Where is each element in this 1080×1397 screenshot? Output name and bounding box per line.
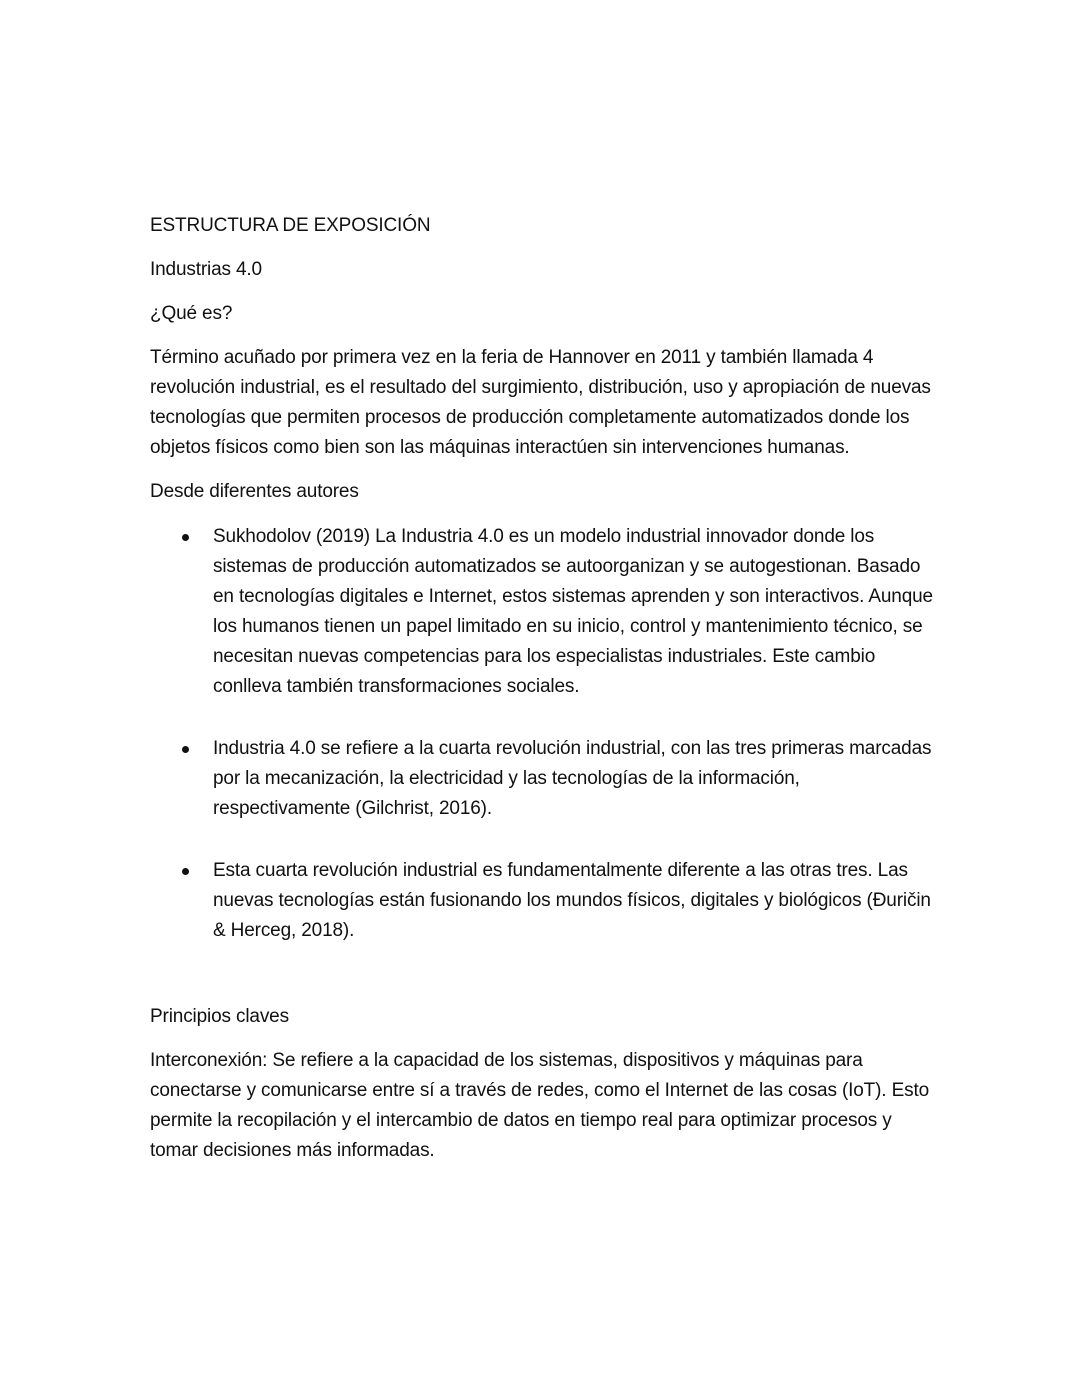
bullet-icon: [182, 746, 189, 753]
authors-heading: Desde diferentes autores: [150, 481, 359, 502]
list-item: [150, 734, 940, 824]
author-quote: Industria 4.0 se refiere a la cuarta revolución industrial, con las tres primeras marcadas por la mecanización, la electricidad y las tecnologías de la información, respectivamente (Gilchrist, 2016).: [213, 738, 932, 819]
question-heading: ¿Qué es?: [150, 303, 233, 324]
list-item: [150, 856, 940, 946]
definition-paragraph: Término acuñado por primera vez en la feria de Hannover en 2011 y también llamada 4 revolución industrial, es el resultado del surgimiento, distribución, uso y apropiación de nuevas tecnologías que permiten procesos de producción completamente automatizados donde los objetos físicos como bien son las máquinas interactúen sin intervenciones humanas.: [150, 347, 931, 458]
author-quote: Sukhodolov (2019) La Industria 4.0 es un modelo industrial innovador donde los sistemas de producción automatizados se autoorganizan y se autogestionan. Basado en tecnologías digitales e Internet, estos sistemas aprenden y son interactivos. Aunque los humanos tienen un papel limitado en su inicio, control y mantenimiento técnico, se necesitan nuevas competencias para los especialistas industriales. Este cambio conlleva también transformaciones sociales.: [213, 526, 933, 697]
document-body: [150, 211, 940, 1180]
bullet-icon: [182, 534, 189, 541]
section-spacer: [150, 946, 940, 1002]
list-item: [150, 522, 940, 702]
bullet-icon: [182, 868, 189, 875]
document-subtitle: Industrias 4.0: [150, 259, 262, 280]
document-heading: ESTRUCTURA DE EXPOSICIÓN: [150, 215, 431, 236]
author-quote: Esta cuarta revolución industrial es fundamentalmente diferente a las otras tres. Las nuevas tecnologías están fusionando los mundos físicos, digitales y biológicos (Đuričin & Herceg, 2018).: [213, 860, 931, 941]
interconnection-paragraph: Interconexión: Se refiere a la capacidad de los sistemas, dispositivos y máquinas para conectarse y comunicarse entre sí a través de redes, como el Internet de las cosas (IoT). Esto permite la recopilación y el intercambio de datos en tiempo real para optimizar procesos y tomar decisiones más informadas.: [150, 1050, 929, 1161]
authors-list: [150, 522, 940, 946]
principles-heading: Principios claves: [150, 1006, 289, 1027]
